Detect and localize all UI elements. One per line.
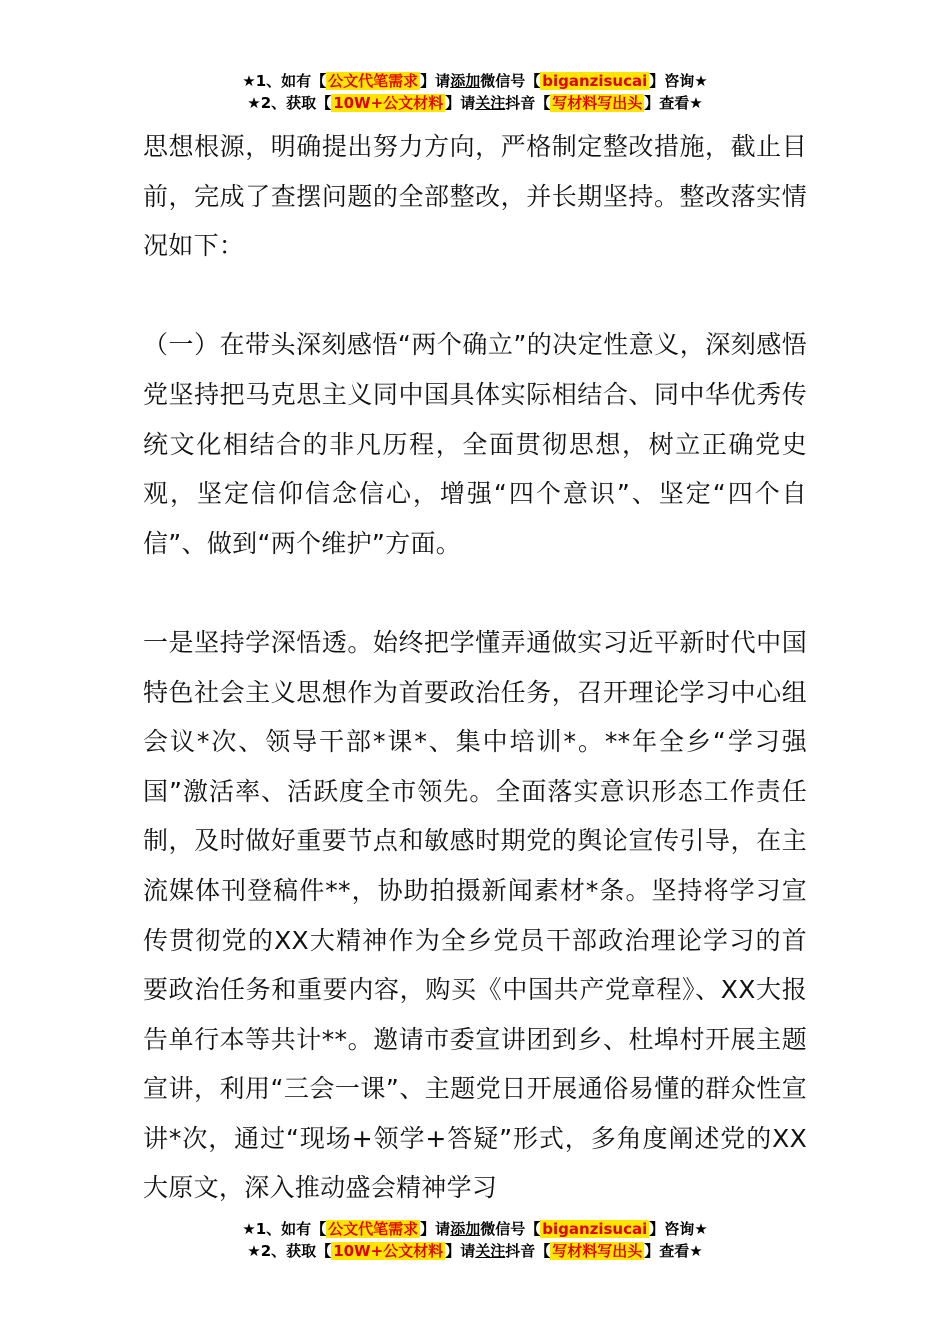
banner-text: 】咨询★	[649, 1220, 708, 1238]
banner-text: 微信号【	[480, 72, 541, 90]
banner-text: 抖音【	[505, 1242, 551, 1260]
banner-text: ★1、如有【	[242, 1220, 327, 1238]
footer-line-2	[0, 1240, 950, 1262]
highlight-text: biganzisucai	[542, 1220, 648, 1238]
header-line-2	[0, 92, 950, 114]
banner-text: 】请	[420, 72, 451, 90]
underlined-text: 关注	[475, 94, 506, 112]
highlight-text: 10W+公文材料	[333, 1242, 444, 1260]
banner-text: 抖音【	[505, 94, 551, 112]
banner-text: ★1、如有【	[242, 72, 327, 90]
underlined-text: 添加	[450, 1220, 481, 1238]
underlined-text: 关注	[475, 1242, 506, 1260]
paragraph-spacer	[143, 568, 807, 618]
paragraph-spacer	[143, 271, 807, 321]
footer-banner	[0, 1218, 950, 1262]
banner-text: 】查看★	[644, 94, 703, 112]
highlight-text: 公文代笔需求	[328, 72, 419, 90]
banner-text: ★2、获取【	[247, 94, 332, 112]
banner-text: 微信号【	[480, 1220, 541, 1238]
paragraph: （一）在带头深刻感悟“两个确立”的决定性意义，深刻感悟党坚持把马克思主义同中国具体实际相结合、同中华优秀传统文化相结合的非凡历程，全面贯彻思想，树立正确党史观，坚定信仰信念信心，增强“四个意识”、坚定“四个自信”、做到“两个维护”方面。	[143, 330, 807, 558]
banner-text: 】咨询★	[649, 72, 708, 90]
underlined-text: 添加	[450, 72, 481, 90]
header-banner	[0, 70, 950, 114]
banner-text: 】请	[445, 94, 476, 112]
banner-text: 】查看★	[644, 1242, 703, 1260]
banner-text: 】请	[445, 1242, 476, 1260]
paragraph: 一是坚持学深悟透。始终把学懂弄通做实习近平新时代中国特色社会主义思想作为首要政治任务，召开理论学习中心组会议*次、领导干部*课*、集中培训*。**年全乡“学习强国”激活率、活跃度全市领先。全面落实意识形态工作责任制，及时做好重要节点和敏感时期党的舆论宣传引导，在主流媒体刊登稿件**，协助拍摄新闻素材*条。坚持将学习宣传贯彻党的XX大精神作为全乡党员干部政治理论学习的首要政治任务和重要内容，购买《中国共产党章程》、XX大报告单行本等共计**。邀请市委宣讲团到乡、杜埠村开展主题宣讲，利用“三会一课”、主题党日开展通俗易懂的群众性宣讲*次，通过“现场+领学+答疑”形式，多角度阐述党的XX大原文，深入推动盛会精神学习	[143, 627, 807, 1203]
highlight-text: biganzisucai	[542, 72, 648, 90]
header-line-1	[0, 70, 950, 92]
document-body	[143, 122, 807, 1213]
banner-text: 】请	[420, 1220, 451, 1238]
paragraph: 思想根源，明确提出努力方向，严格制定整改措施，截止目前，完成了查摆问题的全部整改，并长期坚持。整改落实情况如下：	[143, 132, 807, 261]
footer-line-1	[0, 1218, 950, 1240]
highlight-text: 10W+公文材料	[333, 94, 444, 112]
banner-text: ★2、获取【	[247, 1242, 332, 1260]
highlight-text: 写材料写出头	[552, 1242, 643, 1260]
highlight-text: 公文代笔需求	[328, 1220, 419, 1238]
highlight-text: 写材料写出头	[552, 94, 643, 112]
